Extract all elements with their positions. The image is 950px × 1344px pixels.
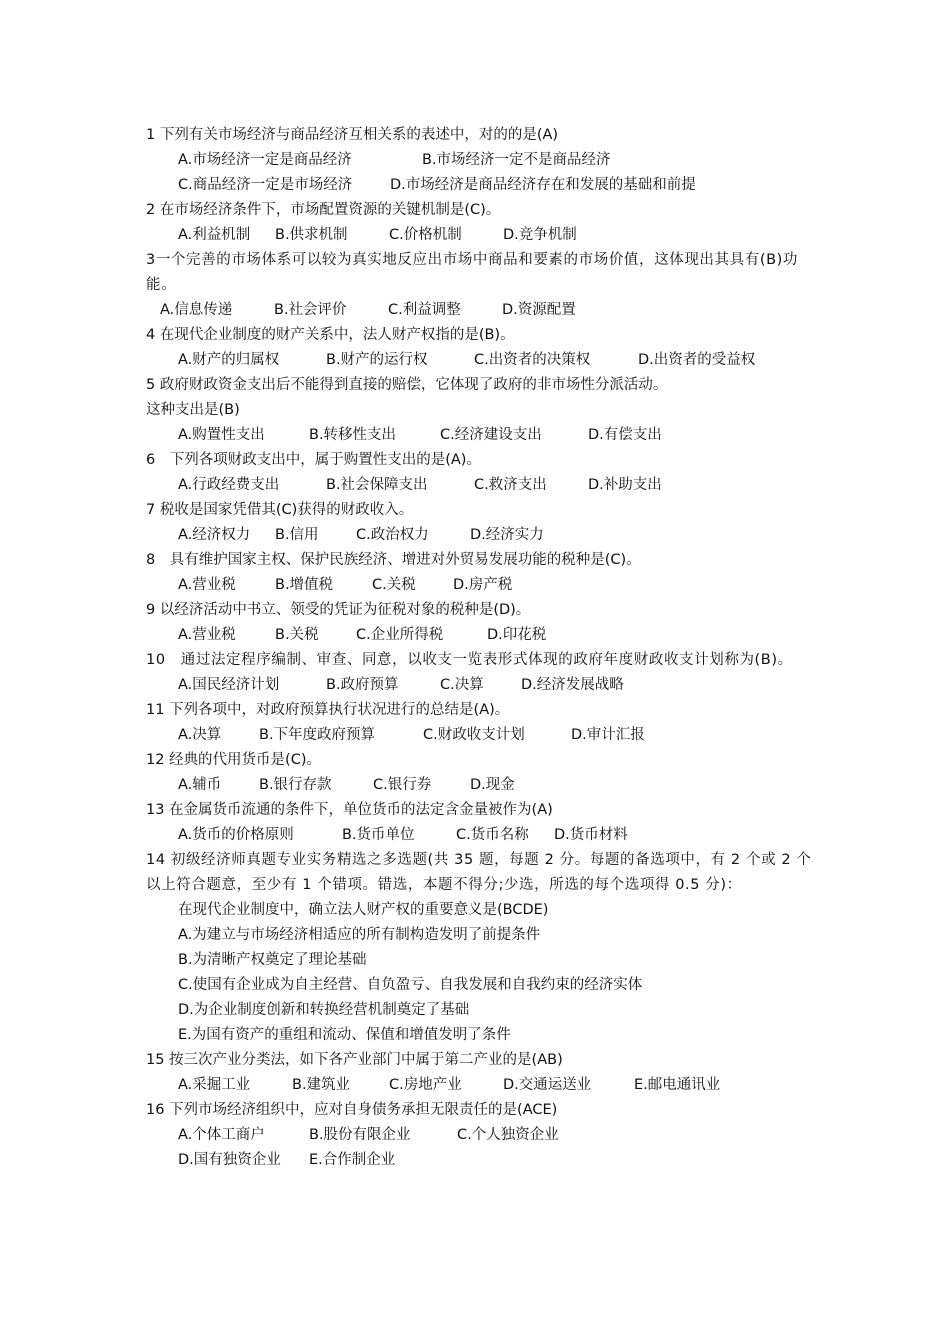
answer-option: D.房产税: [453, 577, 513, 593]
answer-option: B.转移性支出: [309, 427, 397, 443]
question-text: 4 在现代企业制度的财产关系中，法人财产权指的是(B)。: [146, 327, 515, 343]
answer-option: A.采掘工业: [178, 1077, 251, 1093]
answer-option: C.货币名称: [456, 827, 529, 843]
answer-option: C.利益调整: [388, 302, 461, 318]
answer-option: B.供求机制: [275, 227, 348, 243]
option-row: [146, 298, 814, 323]
answer-option: D.补助支出: [588, 477, 662, 493]
answer-option: A.营业税: [178, 627, 236, 643]
answer-option: A.信息传递: [160, 302, 233, 318]
answer-option: C.政治权力: [356, 527, 429, 543]
option-row: [146, 423, 814, 448]
question-text: 16 下列市场经济组织中，应对自身债务承担无限责任的是(ACE): [146, 1102, 558, 1118]
option-row: [146, 1123, 814, 1148]
answer-option: D.货币材料: [554, 827, 628, 843]
text-line: A.为建立与市场经济相适应的所有制构造发明了前提条件: [178, 927, 541, 943]
answer-option: D.经济实力: [470, 527, 544, 543]
answer-option: A.利益机制: [178, 227, 251, 243]
option-row: [146, 1148, 814, 1173]
answer-option: C.经济建设支出: [440, 427, 542, 443]
answer-option: A.辅币: [178, 777, 222, 793]
answer-option: B.市场经济一定不是商品经济: [422, 152, 611, 168]
question-text: 2 在市场经济条件下，市场配置资源的关键机制是(C)。: [146, 202, 501, 218]
question-text: 5 政府财政资金支出后不能得到直接的赔偿，它体现了政府的非市场性分派活动。: [146, 377, 668, 393]
option-row: [146, 823, 814, 848]
answer-option: D.出资者的受益权: [638, 352, 756, 368]
answer-option: D.印花税: [487, 627, 547, 643]
question-text: 10 通过法定程序编制、审查、同意，以收支一览表形式体现的政府年度财政收支计划称为(B)。: [146, 652, 793, 668]
answer-option: A.货币的价格原则: [178, 827, 294, 843]
option-row: [146, 348, 814, 373]
answer-option: B.关税: [275, 627, 319, 643]
answer-option: A.决算: [178, 727, 222, 743]
question-text: 1 下列有关市场经济与商品经济互相关系的表述中，对的的是(A): [146, 127, 559, 143]
answer-option: B.货币单位: [342, 827, 415, 843]
text-line: 在现代企业制度中，确立法人财产权的重要意义是(BCDE): [178, 902, 549, 918]
answer-option: B.财产的运行权: [326, 352, 428, 368]
option-row: [146, 773, 814, 798]
question-text: 9 以经济活动中书立、领受的凭证为征税对象的税种是(D)。: [146, 602, 531, 618]
answer-option: B.下年度政府预算: [259, 727, 376, 743]
answer-option: C.个人独资企业: [457, 1127, 559, 1143]
answer-option: D.审计汇报: [571, 727, 645, 743]
answer-option: D.交通运送业: [503, 1077, 592, 1093]
option-row: [146, 148, 814, 173]
option-row: [146, 673, 814, 698]
answer-option: B.政府预算: [326, 677, 399, 693]
answer-option: D.竞争机制: [503, 227, 577, 243]
answer-option: B.建筑业: [292, 1077, 351, 1093]
answer-option: C.价格机制: [389, 227, 462, 243]
answer-option: D.经济发展战略: [521, 677, 624, 693]
answer-option: D.市场经济是商品经济存在和发展的基础和前提: [390, 177, 696, 193]
text-line: E.为国有资产的重组和流动、保值和增值发明了条件: [178, 1027, 511, 1043]
answer-option: C.救济支出: [474, 477, 547, 493]
answer-option: C.决算: [440, 677, 484, 693]
option-row: [146, 573, 814, 598]
answer-option: D.有偿支出: [588, 427, 662, 443]
answer-option: C.房地产业: [389, 1077, 462, 1093]
answer-option: C.出资者的决策权: [474, 352, 591, 368]
answer-option: E.合作制企业: [309, 1152, 396, 1168]
option-row: [146, 723, 814, 748]
answer-option: D.国有独资企业: [178, 1152, 281, 1168]
text-line: C.使国有企业成为自主经营、自负盈亏、自我发展和自我约束的经济实体: [178, 977, 643, 993]
text-line: B.为清晰产权奠定了理论基础: [178, 952, 367, 968]
question-text: 3一个完善的市场体系可以较为真实地反应出市场中商品和要素的市场价值，这体现出其具有(B)功能。: [146, 252, 798, 293]
question-text: 15 按三次产业分类法，如下各产业部门中属于第二产业的是(AB): [146, 1052, 563, 1068]
answer-option: A.营业税: [178, 577, 236, 593]
answer-option: C.银行券: [373, 777, 432, 793]
answer-option: D.现金: [470, 777, 515, 793]
question-text: 13 在金属货币流通的条件下，单位货币的法定含金量被作为(A): [146, 802, 553, 818]
answer-option: B.增值税: [275, 577, 334, 593]
option-row: [146, 523, 814, 548]
question-text: 7 税收是国家凭借其(C)获得的财政收入。: [146, 502, 414, 518]
answer-option: A.经济权力: [178, 527, 251, 543]
option-row: [146, 1073, 814, 1098]
answer-option: B.股份有限企业: [309, 1127, 411, 1143]
answer-option: B.银行存款: [259, 777, 332, 793]
answer-option: C.企业所得税: [356, 627, 444, 643]
text-line: D.为企业制度创新和转换经营机制奠定了基础: [178, 1002, 470, 1018]
option-row: [146, 473, 814, 498]
answer-option: A.购置性支出: [178, 427, 265, 443]
answer-option: A.市场经济一定是商品经济: [178, 152, 352, 168]
answer-option: E.邮电通讯业: [634, 1077, 721, 1093]
question-text: 11 下列各项中，对政府预算执行状况进行的总结是(A)。: [146, 702, 510, 718]
exam-question-list: [146, 123, 814, 1173]
answer-option: A.国民经济计划: [178, 677, 280, 693]
answer-option: D.资源配置: [502, 302, 576, 318]
question-text: 14 初级经济师真题专业实务精选之多选题(共 35 题，每题 2 分。每题的备选项中，有 2 个或 2 个以上符合题意，至少有 1 个错项。错选，本题不得分;少选，所选的每个选项得 0.5 分)：: [146, 852, 812, 893]
question-text: 这种支出是(B): [146, 402, 240, 418]
answer-option: C.财政收支计划: [423, 727, 525, 743]
question-text: 8 具有维护国家主权、保护民族经济、增进对外贸易发展功能的税种是(C)。: [146, 552, 641, 568]
option-row: [146, 623, 814, 648]
answer-option: C.商品经济一定是市场经济: [178, 177, 353, 193]
question-text: 12 经典的代用货币是(C)。: [146, 752, 321, 768]
answer-option: C.关税: [372, 577, 416, 593]
question-text: 6 下列各项财政支出中，属于购置性支出的是(A)。: [146, 452, 481, 468]
answer-option: B.社会评价: [274, 302, 347, 318]
option-row: [146, 173, 814, 198]
answer-option: B.社会保障支出: [326, 477, 428, 493]
answer-option: B.信用: [275, 527, 319, 543]
answer-option: A.个体工商户: [178, 1127, 265, 1143]
option-row: [146, 223, 814, 248]
answer-option: A.行政经费支出: [178, 477, 280, 493]
answer-option: A.财产的归属权: [178, 352, 280, 368]
